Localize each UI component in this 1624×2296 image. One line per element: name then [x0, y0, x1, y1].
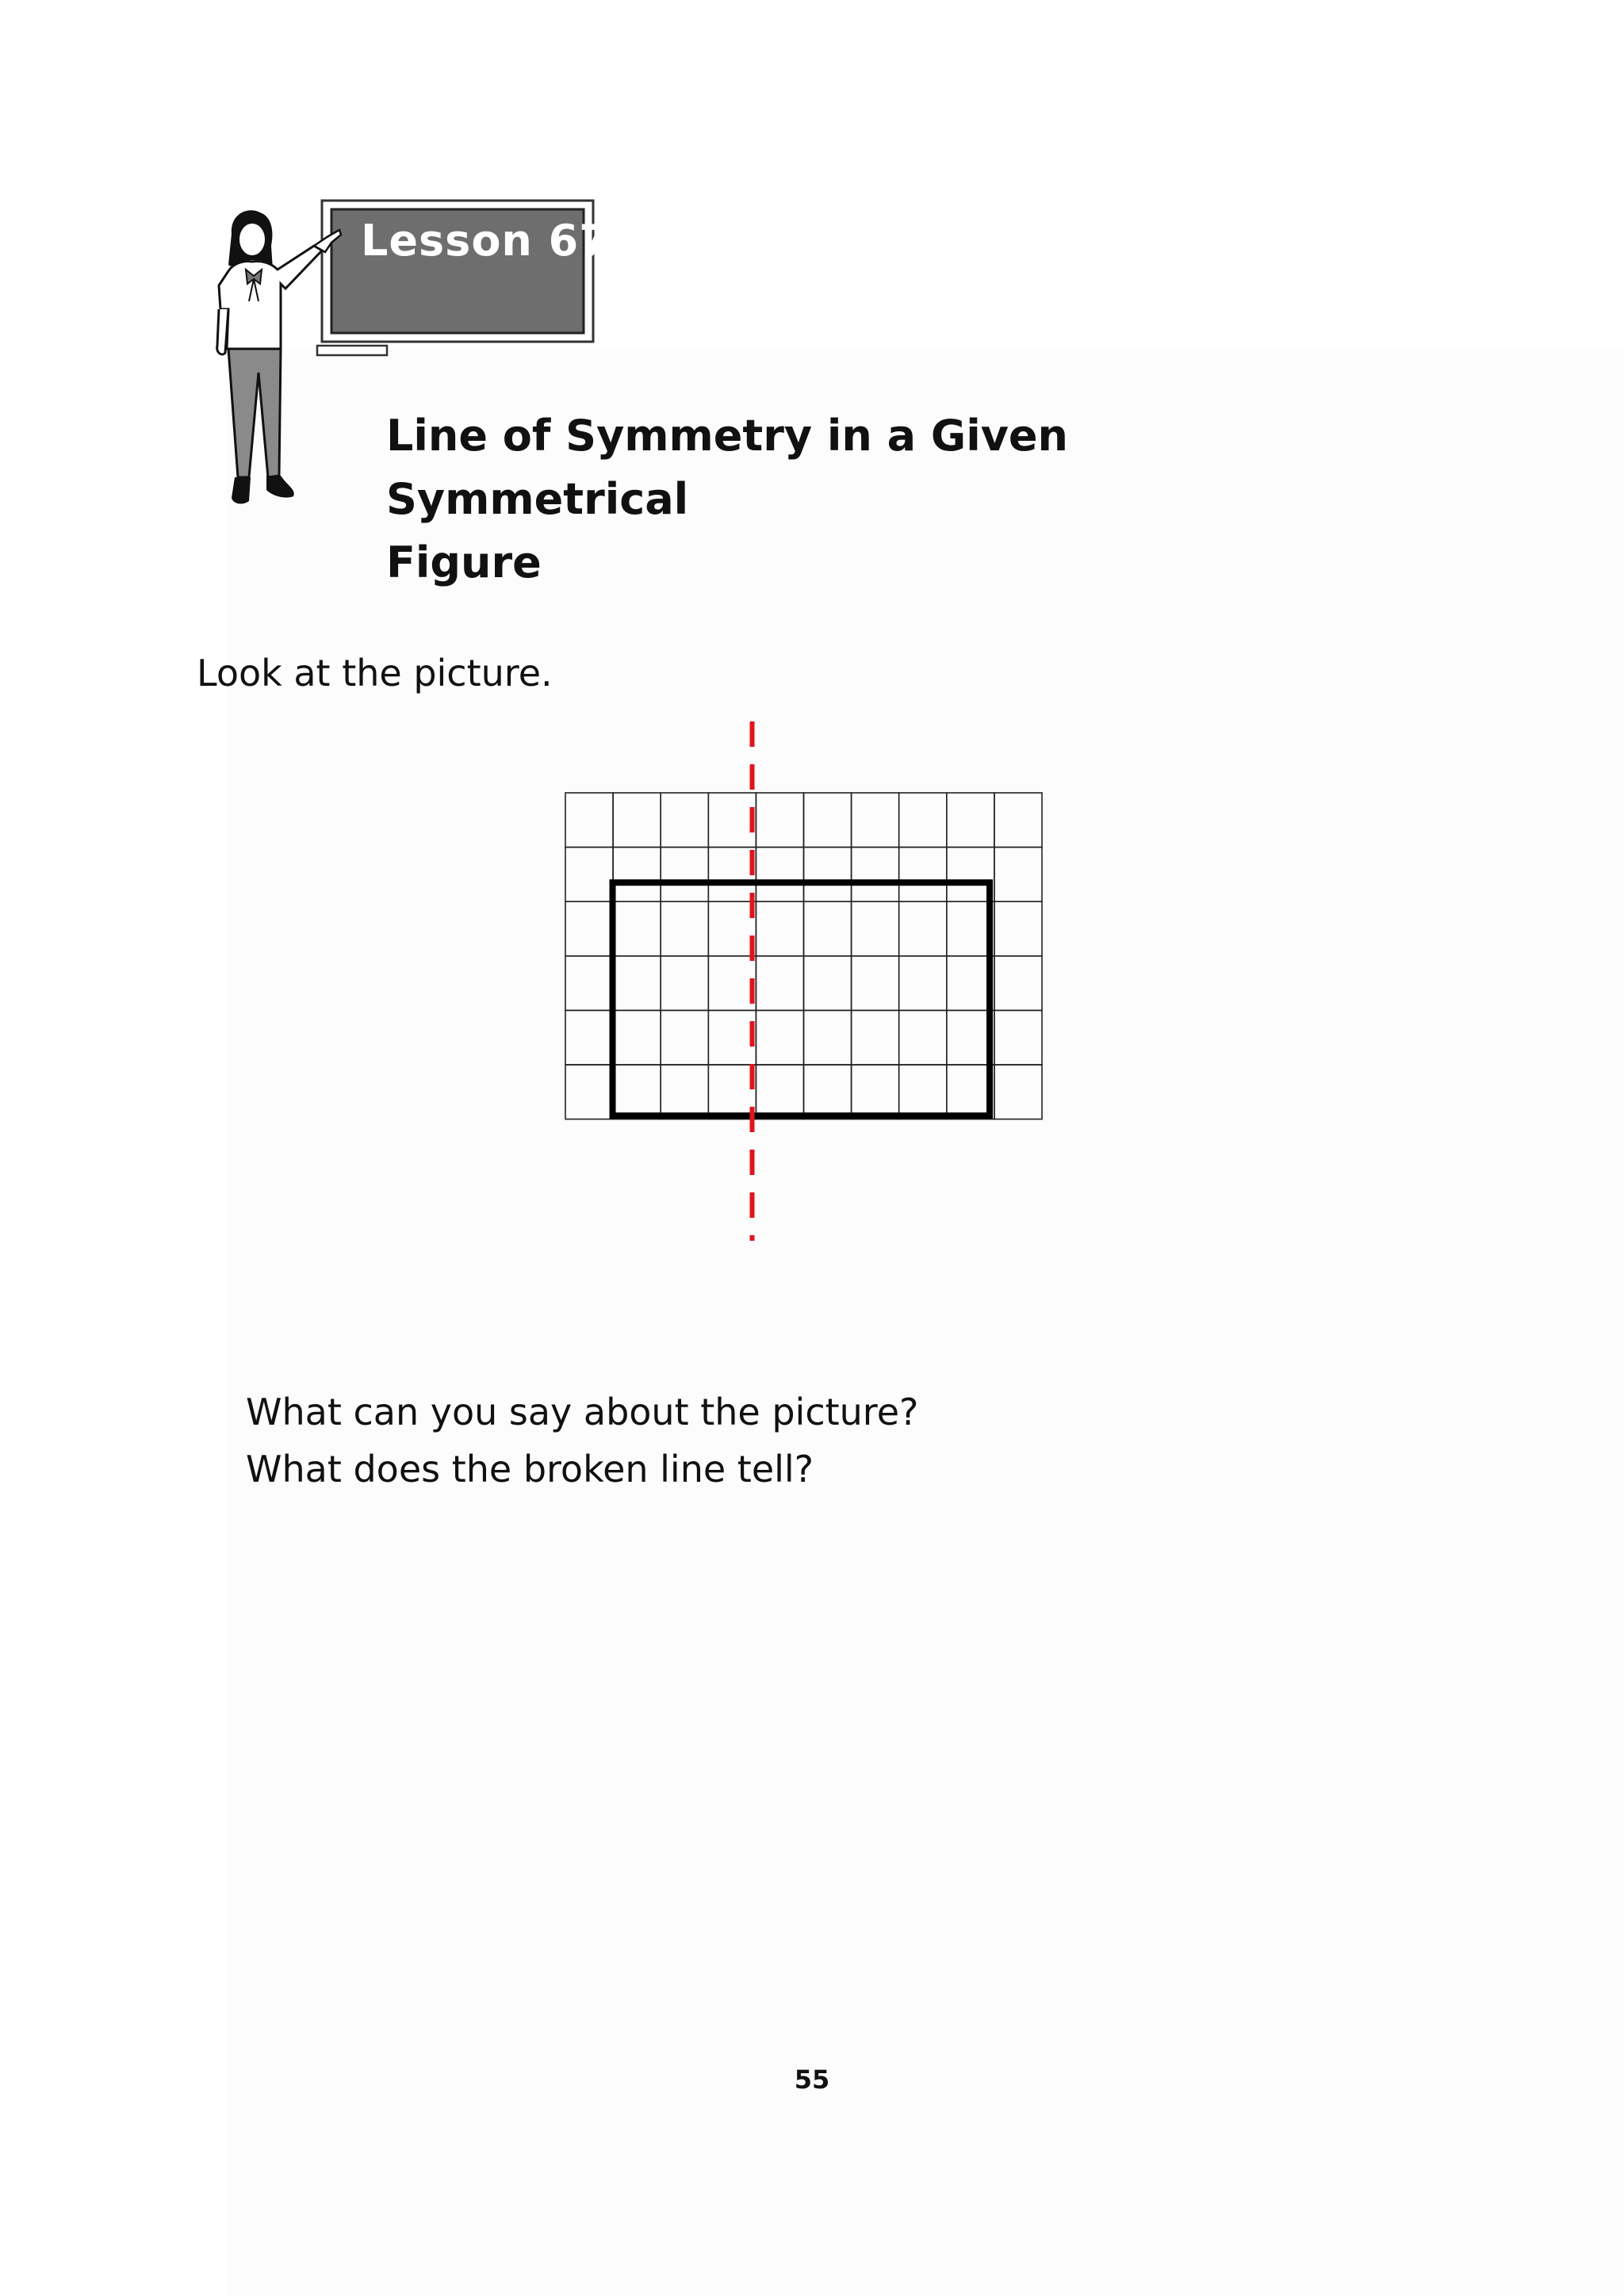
grid-cell [804, 956, 852, 1011]
grid-cell [708, 1010, 756, 1065]
lesson-title [386, 404, 1338, 595]
grid-cell [804, 793, 852, 848]
grid-cell [613, 848, 661, 902]
grid-cell [756, 793, 803, 848]
grid-cell [994, 901, 1042, 956]
grid-cell [899, 848, 947, 902]
question-2: What does the broken line tell? [246, 1448, 814, 1490]
teacher-trousers [228, 349, 281, 477]
grid-cell [708, 1065, 756, 1119]
lesson-number-label: Lesson 67 [361, 216, 610, 266]
grid-cell [708, 956, 756, 1011]
grid-cell [852, 901, 899, 956]
teacher-face [239, 223, 266, 256]
grid-cell [565, 1010, 613, 1065]
grid-cell [756, 1010, 803, 1065]
grid-cell [899, 901, 947, 956]
grid-cell [804, 848, 852, 902]
grid-cell [708, 793, 756, 848]
grid-cell [661, 1065, 708, 1119]
grid-cell [852, 848, 899, 902]
grid-cell [613, 793, 661, 848]
grid-cell [804, 1010, 852, 1065]
grid-cell [708, 848, 756, 902]
teacher-right-shoe [266, 476, 294, 498]
grid-cell [852, 1065, 899, 1119]
lesson-title-line-2: Figure [386, 538, 542, 587]
grid-cell [994, 1010, 1042, 1065]
grid-cell [661, 793, 708, 848]
grid-cell [994, 848, 1042, 902]
grid-cell [613, 1010, 661, 1065]
grid-cell [899, 956, 947, 1011]
grid-cell [661, 1010, 708, 1065]
teacher-left-shoe [232, 477, 251, 503]
grid-cell [994, 1065, 1042, 1119]
grid-cell [852, 956, 899, 1011]
lesson-title-line-1: Line of Symmetry in a Given Symmetrical [386, 411, 1068, 524]
grid-cell [994, 956, 1042, 1011]
grid-cell [613, 901, 661, 956]
symmetric-rectangle [613, 882, 990, 1115]
grid-cell [899, 1010, 947, 1065]
questions-block [246, 1383, 918, 1498]
grid-cell [661, 956, 708, 1011]
grid-cell [899, 1065, 947, 1119]
grid-cell [756, 956, 803, 1011]
instruction-text: Look at the picture. [197, 652, 553, 695]
grid-cell [852, 1010, 899, 1065]
grid-cell [756, 901, 803, 956]
grid-cell [661, 901, 708, 956]
grid-cell [852, 793, 899, 848]
grid-cell [804, 1065, 852, 1119]
grid-cell [565, 901, 613, 956]
grid-cell [947, 793, 994, 848]
grid-cell [565, 956, 613, 1011]
page-number: 55 [794, 2064, 830, 2095]
symmetry-figure [555, 714, 1071, 1269]
question-1: What can you say about the picture? [246, 1391, 919, 1433]
grid-cell [661, 848, 708, 902]
grid-cell [565, 848, 613, 902]
grid-cell [613, 956, 661, 1011]
grid-cell [994, 793, 1042, 848]
page-background [226, 349, 1624, 2296]
grid-cell [756, 1065, 803, 1119]
chalkboard-tray [317, 346, 387, 355]
grid-cell [899, 793, 947, 848]
grid-cell [613, 1065, 661, 1119]
grid-cell [708, 901, 756, 956]
grid-cell [565, 793, 613, 848]
grid-cell [756, 848, 803, 902]
grid [565, 793, 1042, 1119]
grid-cell [804, 901, 852, 956]
grid-cell [565, 1065, 613, 1119]
teacher-left-arm [217, 309, 228, 354]
